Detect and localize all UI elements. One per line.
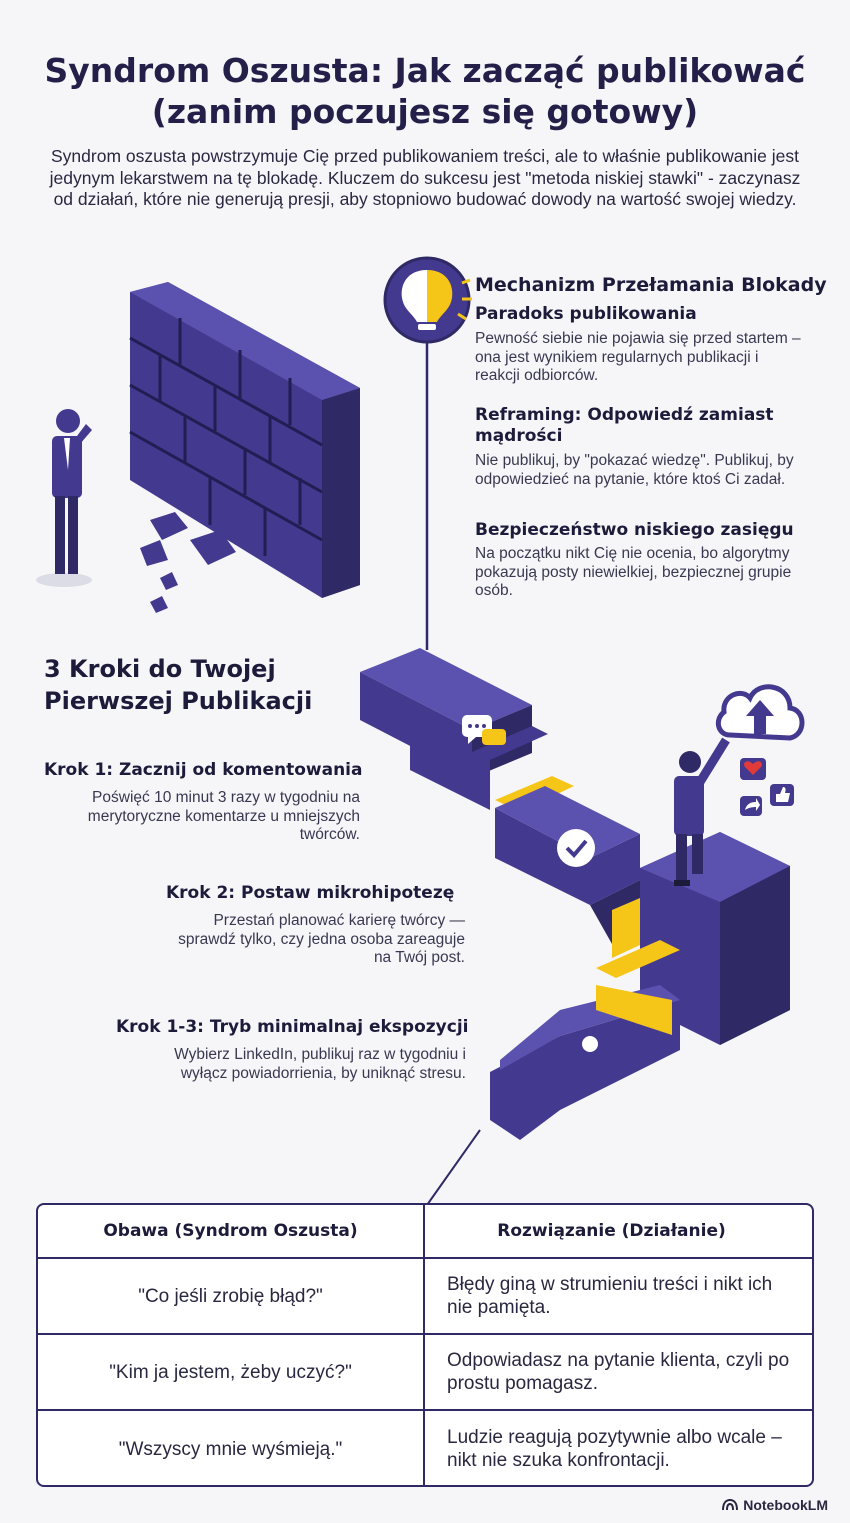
- step-title: Krok 2: Postaw mikrohipotezę: [166, 883, 455, 903]
- table-cell-fear: "Wszyscy mnie wyśmieją.": [38, 1411, 425, 1487]
- share-icon: [740, 796, 762, 816]
- table-cell-solution: Błędy giną w strumieniu treści i nikt ich nie pamięta.: [447, 1274, 773, 1318]
- steps-heading: [44, 653, 312, 717]
- mechanism-heading: Mechanizm Przełamania Blokady: [475, 274, 827, 296]
- comparison-table: [36, 1203, 814, 1487]
- steps-heading-line-1: 3 Kroki do Twojej: [44, 655, 276, 683]
- mechanism-item-text: Nie publikuj, by "pokazać wiedzę". Publikuj, by odpowiedzieć na pytanie, które ktoś Ci zadał.: [475, 452, 794, 488]
- mechanism-item-title: Bezpieczeństwo niskiego zasięgu: [475, 520, 794, 540]
- table-cell-fear: "Kim ja jestem, żeby uczyć?": [38, 1335, 425, 1409]
- table-row: [38, 1259, 812, 1333]
- heart-icon: [740, 758, 766, 780]
- intro-text: Syndrom oszusta powstrzymuje Cię przed publikowaniem treści, ale to właśnie publikowanie jest jedynym lekarstwem na tę blokadę. Kluczem do sukcesu jest "metoda niskiej stawki" - zaczynasz od działań, które nie generują presji, aby stopniowo budować dowody na wartość swojej wiedzy.: [49, 146, 801, 209]
- table-header-solution: Rozwiązanie (Działanie): [497, 1221, 726, 1241]
- step-text: Przestań planować karierę twórcy — sprawdź tylko, czy jedna osoba zareaguje na Twój post.: [178, 912, 465, 966]
- brand-name: NotebookLM: [743, 1497, 828, 1513]
- mechanism-item-text: Pewność siebie nie pojawia się przed startem – ona jest wynikiem regularnych publikacji i reakcji odbiorców.: [475, 330, 801, 384]
- title-line-2: (zanim poczujesz się gotowy): [151, 92, 699, 131]
- thinking-man-illustration: [36, 409, 92, 587]
- table-header-row: [38, 1205, 812, 1257]
- mechanism-item-text: Na początku nikt Cię nie ocenia, bo algorytmy pokazują posty niewielkiej, bezpiecznej grupie osób.: [475, 545, 792, 599]
- brick-wall-illustration: [130, 282, 360, 613]
- checkmark-icon: [557, 829, 595, 867]
- table-row: [38, 1411, 812, 1487]
- mechanism-item-title: Paradoks publikowania: [475, 304, 697, 324]
- title-line-1: Syndrom Oszusta: Jak zacząć publikować: [44, 51, 806, 90]
- cloud-upload-icon: [718, 687, 802, 738]
- notebooklm-logo-icon: [722, 1499, 738, 1511]
- table-cell-solution: Ludzie reagują pozytywnie albo wcale – nikt nie szuka konfrontacji.: [447, 1427, 782, 1471]
- step-title: Krok 1: Zacznij od komentowania: [44, 760, 363, 780]
- brain-lightbulb-icon: [385, 258, 472, 342]
- table-header-fear: Obawa (Syndrom Oszusta): [38, 1205, 425, 1257]
- step-text: Wybierz LinkedIn, publikuj raz w tygodniu i wyłącz powiadorrienia, by uniknąć stresu.: [174, 1046, 466, 1082]
- table-row: [38, 1335, 812, 1409]
- table-cell-fear: "Co jeśli zrobię błąd?": [38, 1259, 425, 1333]
- mechanism-item-title: Reframing: Odpowiedź zamiast mądrości: [475, 405, 774, 446]
- timeline-line-bottom: [427, 1130, 480, 1205]
- brand-footer: [722, 1497, 828, 1513]
- thumbs-up-icon: [770, 784, 794, 806]
- step-title: Krok 1-3: Tryb minimalnaj ekspozycji: [116, 1017, 469, 1037]
- step-text: Poświęć 10 minut 3 razy w tygodniu na merytoryczne komentarze u mniejszych twórców.: [87, 789, 360, 843]
- steps-heading-line-2: Pierwszej Publikacji: [44, 687, 313, 715]
- table-cell-solution: Odpowiadasz na pytanie klienta, czyli po prostu pomagasz.: [447, 1350, 790, 1394]
